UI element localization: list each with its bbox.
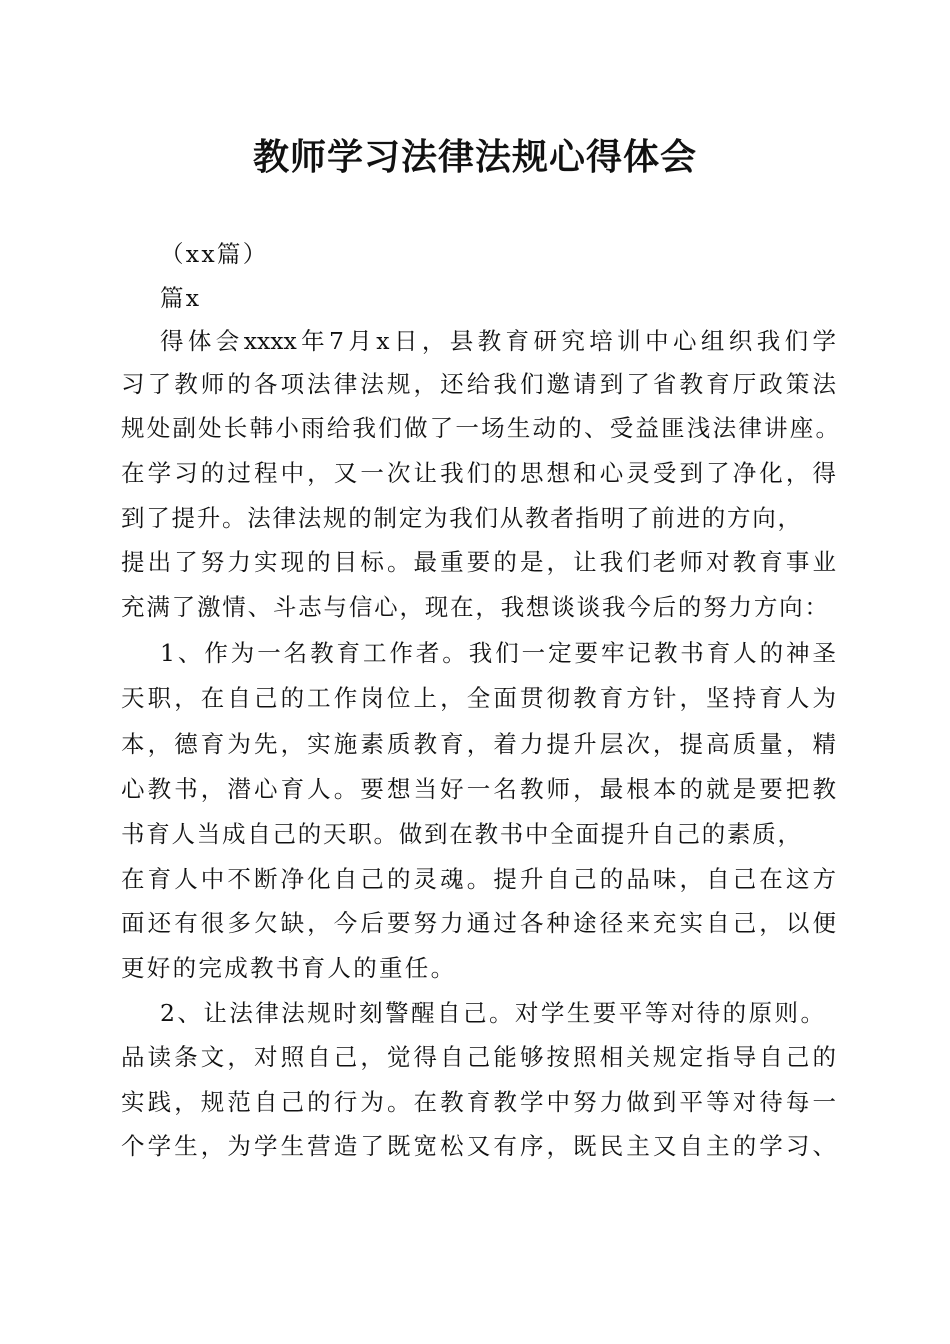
text-line: 规处副处长韩小雨给我们做了一场生动的、受益匪浅法律讲座。 [121,414,839,442]
text-line: 充满了激情、斗志与信心，现在，我想谈谈我今后的努力方向： [121,593,828,621]
document-title: 教师学习法律法规心得体会 [252,137,697,178]
text-line: 面还有很多欠缺，今后要努力通过各种途径来充实自己，以便 [121,909,836,937]
text-line: 个学生，为学生营造了既宽松又有序，既民主又自主的学习、 [121,1132,836,1160]
text-line: 品读条文，对照自己，觉得自己能够按照相关规定指导自己的 [121,1043,836,1071]
text-line: （xx篇） [160,240,269,268]
text-line: 书育人当成自己的天职。做到在教书中全面提升自己的素质， [121,820,801,848]
text-line: 更好的完成教书育人的重任。 [121,954,457,982]
text-line: 得体会xxxx年7月x日，县教育研究培训中心组织我们学 [160,327,836,355]
text-line: 提出了努力实现的目标。最重要的是，让我们老师对教育事业 [121,548,836,576]
text-line: 天职，在自己的工作岗位上，全面贯彻教育方针，坚持育人为 [121,684,836,712]
text-line: 在学习的过程中，又一次让我们的思想和心灵受到了净化，得 [121,459,836,487]
text-line: 实践，规范自己的行为。在教育教学中努力做到平等对待每一 [121,1088,836,1116]
text-line: 1、作为一名教育工作者。我们一定要牢记教书育人的神圣 [160,639,836,667]
text-line: 2、让法律法规时刻警醒自己。对学生要平等对待的原则。 [160,999,824,1027]
text-line: 心教书，潜心育人。要想当好一名教师，最根本的就是要把教 [121,775,836,803]
text-line: 在育人中不断净化自己的灵魂。提升自己的品味，自己在这方 [121,865,836,893]
text-line: 习了教师的各项法律法规，还给我们邀请到了省教育厅政策法 [121,370,836,398]
text-line: 篇x [160,284,202,312]
text-line: 到了提升。法律法规的制定为我们从教者指明了前进的方向， [121,504,801,532]
text-line: 本，德育为先，实施素质教育，着力提升层次，提高质量，精 [121,730,836,758]
